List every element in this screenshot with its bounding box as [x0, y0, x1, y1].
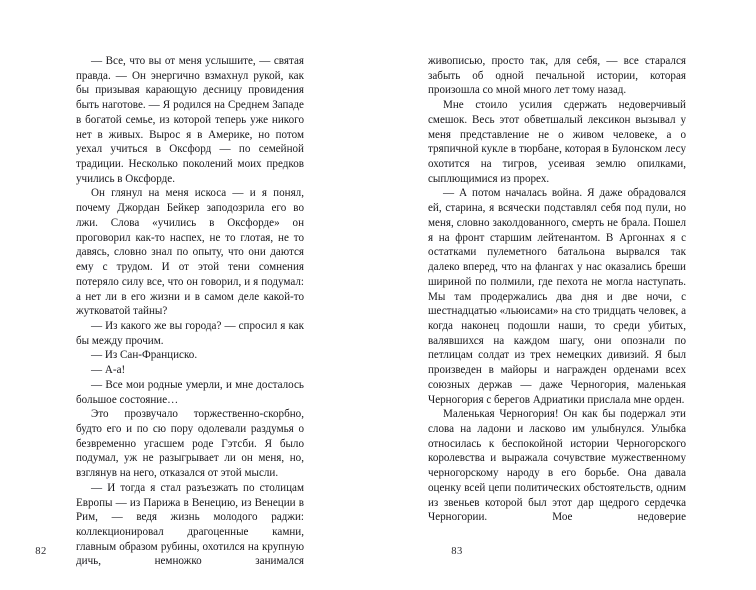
paragraph-continued-from-previous-page: живописью, просто так, для себя, — все старался забыть об одной печальной истории, которая произошла со мной много лет тому назад.	[428, 55, 686, 97]
page-right-text-column	[428, 54, 686, 525]
paragraph: — А-а!	[91, 364, 126, 377]
paragraph: — А потом началась война. Я даже обрадовался ей, старина, я всячески подставлял себя под пули, но меня, словно заколдованного, смерть не брала. Пошел я на фронт старшим лейтенантом. В Аргоннах я с остатками пулеметного батальона вырвался так далеко вперед, что на флангах у нас оказались бреши шириной по полмили, где пехота не могла наступать. Мы там продержались два дня и две ночи, с шестнадцатью «льюисами» на сто тридцать человек, а когда наконец подошли наши, то среди убитых, валявшихся на каждом шагу, они опознали по петлицам солдат из трех немецких дивизий. Я был произведен в майоры и награжден орденами всех союзных держав — даже Черногория, маленькая Черногория с берегов Адриатики прислала мне орден.	[428, 187, 686, 406]
paragraph: — Все мои родные умерли, и мне досталось большое состояние…	[76, 378, 304, 406]
paragraph: — Все, что вы от меня услышите, — святая правда. — Он энергично взмахнул рукой, как бы призывая карающую десницу провидения быть наготове. — Я родился на Среднем Западе в богатой семье, из которой теперь уже никого нет в живых. Вырос я в Америке, но потом уехал учиться в Оксфорд — по семейной традиции. Несколько поколений моих предков учились в Оксфорде.	[76, 55, 304, 185]
paragraph-spilling-to-next-page: — И тогда я стал разъезжать по столицам Европы — из Парижа в Венецию, из Венеции в Рим, — ведя жизнь молодого раджи: коллекционировал драгоценные камни, главным образом рубины, охотился на крупную дичь, немножко занимался	[76, 481, 304, 568]
page-left-text-column	[76, 54, 304, 569]
page-right	[378, 0, 756, 590]
paragraph: Он глянул на меня искоса — и я понял, почему Джордан Бейкер заподозрила его во лжи. Слова «учились в Оксфорде» он проговорил как-то наспех, не то глотая, не то давясь, словно знал по опыту, что они даются ему с трудом. И от этой тени сомнения потеряло силу все, что он говорил, и я подумал: а нет ли в его жизни и в самом деле какой-то жутковатой тайны?	[76, 187, 304, 318]
paragraph: — Из Сан-Франциско.	[91, 349, 198, 362]
page-number-left: 82	[35, 546, 47, 557]
paragraph: Мне стоило усилия сдержать недоверчивый смешок. Весь этот обветшалый лексикон вызывал у меня представление не о живом человеке, а о тряпичной кукле в тюрбане, которая в Булонском лесу охотится на тигров, усеивая землю опилками, сыплющимися из прорех.	[428, 99, 686, 185]
paragraph-spilling-to-next-page: Маленькая Черногория! Он как бы подержал эти слова на ладони и ласково им улыбнулся. Улыбка относилась к беспокойной истории Черногорского королевства и выражала сочувствие мужественному черногорскому народу в его борьбе. Она давала оценку всей цепи политических обстоятельств, одним из звеньев которой был этот дар щедрого сердечка Черногории. Мое недоверие	[428, 408, 686, 524]
paragraph: Это прозвучало торжественно-скорбно, будто его и по сю пору одолевали раздумья о безвременно угасшем роде Гэтсби. Я было подумал, уж не разыгрывает ли он меня, но, взглянув на него, отказался от этой мысли.	[76, 408, 304, 480]
paragraph: — Из какого же вы города? — спросил я как бы между прочим.	[76, 319, 304, 347]
page-number-right: 83	[451, 546, 463, 557]
